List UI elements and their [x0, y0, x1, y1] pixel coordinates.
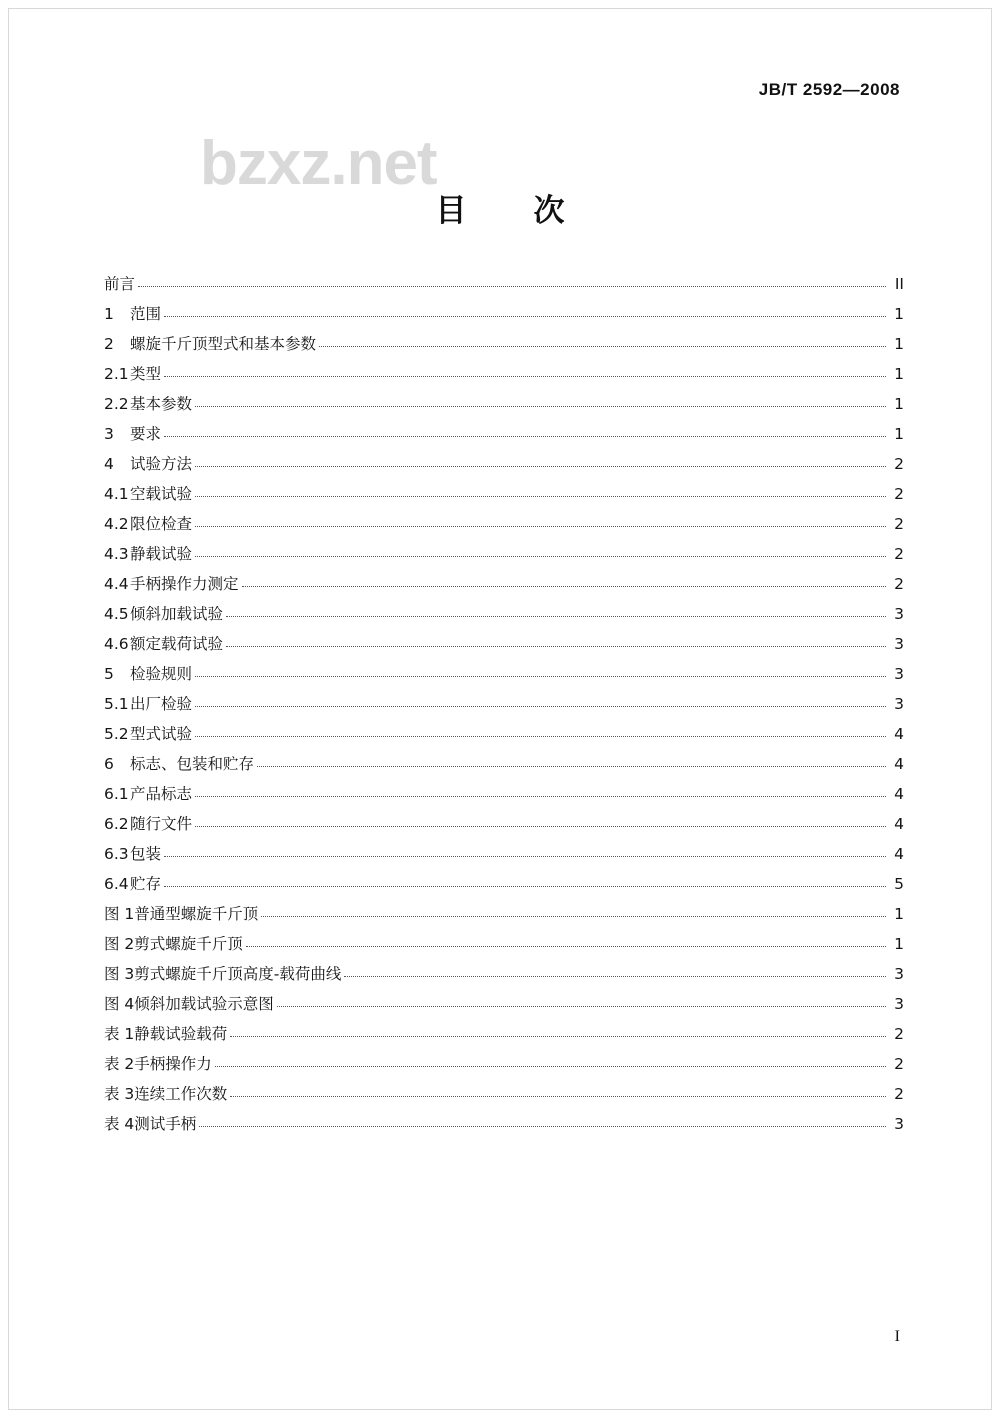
toc-entry-label	[104, 724, 195, 743]
toc-leader-dots	[195, 826, 886, 827]
toc-entry-number: 4.2	[104, 514, 129, 533]
toc-entry[interactable]	[104, 262, 904, 292]
toc-entry[interactable]	[104, 832, 904, 862]
toc-entry-label	[104, 634, 226, 653]
toc-leader-dots	[195, 406, 886, 407]
toc-entry[interactable]	[104, 322, 904, 352]
toc-entry[interactable]	[104, 352, 904, 382]
toc-entry-title: 静载试验载荷	[134, 1024, 228, 1043]
toc-entry-page: 2	[894, 1084, 904, 1103]
toc-entry-title: 连续工作次数	[134, 1084, 228, 1103]
toc-entry-label	[104, 964, 344, 983]
toc-entry-number: 4.3	[104, 544, 129, 563]
toc-entry-page: 2	[894, 484, 904, 503]
toc-entry[interactable]	[104, 742, 904, 772]
toc-leader-dots	[195, 736, 886, 737]
toc-entry-label	[104, 1054, 215, 1073]
toc-leader-dots	[230, 1096, 886, 1097]
toc-leader-dots	[195, 796, 886, 797]
table-of-contents	[104, 262, 904, 1132]
toc-entry-title: 空载试验	[130, 484, 193, 503]
toc-entry-number: 表 1	[104, 1024, 135, 1043]
toc-entry-number: 4.4	[104, 574, 129, 593]
page-number-footer: I	[894, 1328, 900, 1345]
toc-entry-title: 手柄操作力测定	[130, 574, 239, 593]
toc-leader-dots	[195, 466, 886, 467]
toc-entry-title: 额定载荷试验	[130, 634, 224, 653]
toc-entry-label	[104, 574, 242, 593]
toc-entry-page: 3	[894, 634, 904, 653]
toc-entry-label	[104, 814, 195, 833]
toc-entry-label	[104, 1114, 199, 1133]
toc-entry-page: 3	[894, 604, 904, 623]
toc-entry-number: 3	[104, 424, 114, 443]
toc-entry[interactable]	[104, 892, 904, 922]
toc-entry[interactable]	[104, 982, 904, 1012]
toc-leader-dots	[226, 646, 886, 647]
toc-entry-page: 2	[894, 574, 904, 593]
toc-entry-label	[104, 424, 164, 443]
page-title: 目 次	[435, 193, 583, 229]
toc-entry-title: 标志、包装和贮存	[130, 754, 255, 773]
toc-leader-dots	[199, 1126, 886, 1127]
toc-entry-title: 倾斜加载试验	[130, 604, 224, 623]
toc-entry-label	[104, 1084, 230, 1103]
toc-entry-title: 手柄操作力	[134, 1054, 212, 1073]
toc-entry-number: 5.1	[104, 694, 129, 713]
toc-entry[interactable]	[104, 1102, 904, 1132]
standard-number: JB/T 2592—2008	[758, 80, 900, 99]
toc-entry-page: 1	[894, 394, 904, 413]
toc-entry[interactable]	[104, 592, 904, 622]
toc-entry-label	[104, 994, 277, 1013]
toc-entry-number: 4.6	[104, 634, 129, 653]
toc-entry-number: 4	[104, 454, 114, 473]
toc-entry-number: 4.1	[104, 484, 129, 503]
toc-entry-title: 检验规则	[130, 664, 193, 683]
toc-entry-label	[104, 304, 164, 323]
toc-leader-dots	[261, 916, 886, 917]
toc-entry[interactable]	[104, 472, 904, 502]
toc-leader-dots	[246, 946, 886, 947]
toc-entry[interactable]	[104, 682, 904, 712]
toc-entry[interactable]	[104, 1072, 904, 1102]
toc-leader-dots	[164, 886, 886, 887]
toc-entry-page: 3	[894, 664, 904, 683]
toc-leader-dots	[257, 766, 886, 767]
toc-entry-number: 6.4	[104, 874, 129, 893]
toc-entry-label	[104, 514, 195, 533]
toc-entry-title: 螺旋千斤顶型式和基本参数	[130, 334, 317, 353]
toc-entry-page: 5	[894, 874, 904, 893]
toc-leader-dots	[215, 1066, 886, 1067]
toc-entry-title: 范围	[130, 304, 162, 323]
toc-entry[interactable]	[104, 292, 904, 322]
toc-entry-number: 2.1	[104, 364, 129, 383]
toc-entry-page: 4	[894, 784, 904, 803]
toc-entry-page: 4	[894, 814, 904, 833]
toc-entry-page: 1	[894, 364, 904, 383]
toc-entry-title: 包装	[130, 844, 162, 863]
toc-entry-label	[104, 484, 195, 503]
toc-leader-dots	[195, 676, 886, 677]
toc-entry-title: 要求	[130, 424, 162, 443]
toc-entry-page: 4	[894, 844, 904, 863]
watermark-text: bzxz.net	[200, 129, 437, 198]
toc-entry-title: 基本参数	[130, 394, 193, 413]
toc-entry-title: 剪式螺旋千斤顶	[134, 934, 243, 953]
toc-entry[interactable]	[104, 1012, 904, 1042]
toc-entry-title: 随行文件	[130, 814, 193, 833]
toc-entry-number: 2.2	[104, 394, 129, 413]
toc-entry-number: 6	[104, 754, 114, 773]
toc-entry-label	[104, 904, 261, 923]
toc-entry-number: 5.2	[104, 724, 129, 743]
toc-entry[interactable]	[104, 862, 904, 892]
toc-entry-number: 6.3	[104, 844, 129, 863]
toc-entry-label	[104, 544, 195, 563]
toc-entry-page: 3	[894, 1114, 904, 1133]
toc-entry-label	[104, 934, 246, 953]
toc-entry[interactable]	[104, 412, 904, 442]
toc-entry-number: 图 3	[104, 964, 135, 983]
toc-leader-dots	[164, 316, 886, 317]
toc-entry-page: 4	[894, 754, 904, 773]
toc-entry-page: 2	[894, 544, 904, 563]
toc-entry-title: 剪式螺旋千斤顶高度-载荷曲线	[134, 964, 342, 983]
toc-entry-page: II	[894, 274, 904, 293]
toc-entry[interactable]	[104, 502, 904, 532]
toc-entry-number: 5	[104, 664, 114, 683]
toc-entry-title: 前言	[104, 274, 136, 293]
toc-entry-title: 贮存	[130, 874, 162, 893]
toc-leader-dots	[138, 286, 886, 287]
toc-entry-page: 4	[894, 724, 904, 743]
toc-entry[interactable]	[104, 802, 904, 832]
toc-leader-dots	[242, 586, 886, 587]
toc-entry-title: 试验方法	[130, 454, 193, 473]
toc-entry-page: 2	[894, 514, 904, 533]
toc-leader-dots	[277, 1006, 886, 1007]
toc-entry-title: 产品标志	[130, 784, 193, 803]
toc-entry-number: 图 1	[104, 904, 135, 923]
toc-entry-page: 3	[894, 994, 904, 1013]
toc-entry-number: 4.5	[104, 604, 129, 623]
toc-entry-page: 1	[894, 334, 904, 353]
toc-entry-label	[104, 784, 195, 803]
toc-entry-number: 6.1	[104, 784, 129, 803]
toc-entry-title: 测试手柄	[134, 1114, 197, 1133]
toc-leader-dots	[195, 706, 886, 707]
toc-entry-number: 6.2	[104, 814, 129, 833]
toc-entry-label	[104, 394, 195, 413]
toc-entry-number: 表 4	[104, 1114, 135, 1133]
toc-entry[interactable]	[104, 562, 904, 592]
toc-entry-label	[104, 274, 138, 293]
toc-entry-number: 表 2	[104, 1054, 135, 1073]
toc-entry-number: 图 4	[104, 994, 135, 1013]
toc-leader-dots	[230, 1036, 886, 1037]
toc-entry-label	[104, 844, 164, 863]
toc-entry-label	[104, 334, 319, 353]
toc-entry[interactable]	[104, 652, 904, 682]
toc-entry-page: 3	[894, 694, 904, 713]
toc-entry[interactable]	[104, 622, 904, 652]
toc-entry-title: 普通型螺旋千斤顶	[134, 904, 259, 923]
toc-entry-title: 限位检查	[130, 514, 193, 533]
toc-entry[interactable]	[104, 532, 904, 562]
toc-entry-page: 1	[894, 934, 904, 953]
toc-entry[interactable]	[104, 772, 904, 802]
toc-entry-title: 型式试验	[130, 724, 193, 743]
toc-leader-dots	[344, 976, 886, 977]
toc-entry[interactable]	[104, 922, 904, 952]
toc-entry-page: 1	[894, 424, 904, 443]
toc-entry-page: 1	[894, 904, 904, 923]
toc-entry-title: 类型	[130, 364, 162, 383]
toc-entry-label	[104, 364, 164, 383]
toc-leader-dots	[226, 616, 886, 617]
toc-entry-number: 图 2	[104, 934, 135, 953]
toc-entry-label	[104, 664, 195, 683]
toc-entry-page: 2	[894, 1024, 904, 1043]
toc-entry[interactable]	[104, 442, 904, 472]
toc-entry-page: 3	[894, 964, 904, 983]
toc-leader-dots	[195, 526, 886, 527]
toc-entry[interactable]	[104, 1042, 904, 1072]
toc-leader-dots	[319, 346, 886, 347]
toc-leader-dots	[164, 436, 886, 437]
toc-entry-label	[104, 694, 195, 713]
toc-leader-dots	[164, 856, 886, 857]
toc-entry-page: 2	[894, 1054, 904, 1073]
toc-entry[interactable]	[104, 712, 904, 742]
toc-entry-number: 表 3	[104, 1084, 135, 1103]
toc-entry-label	[104, 1024, 230, 1043]
toc-entry-label	[104, 604, 226, 623]
toc-entry-title: 倾斜加载试验示意图	[134, 994, 274, 1013]
toc-entry-label	[104, 754, 257, 773]
toc-leader-dots	[195, 556, 886, 557]
toc-entry-title: 出厂检验	[130, 694, 193, 713]
toc-entry-label	[104, 874, 164, 893]
toc-leader-dots	[164, 376, 886, 377]
toc-entry[interactable]	[104, 952, 904, 982]
toc-leader-dots	[195, 496, 886, 497]
toc-entry-title: 静载试验	[130, 544, 193, 563]
toc-entry-number: 2	[104, 334, 114, 353]
toc-entry-number: 1	[104, 304, 114, 323]
toc-entry[interactable]	[104, 382, 904, 412]
toc-entry-page: 2	[894, 454, 904, 473]
toc-entry-page: 1	[894, 304, 904, 323]
toc-entry-label	[104, 454, 195, 473]
